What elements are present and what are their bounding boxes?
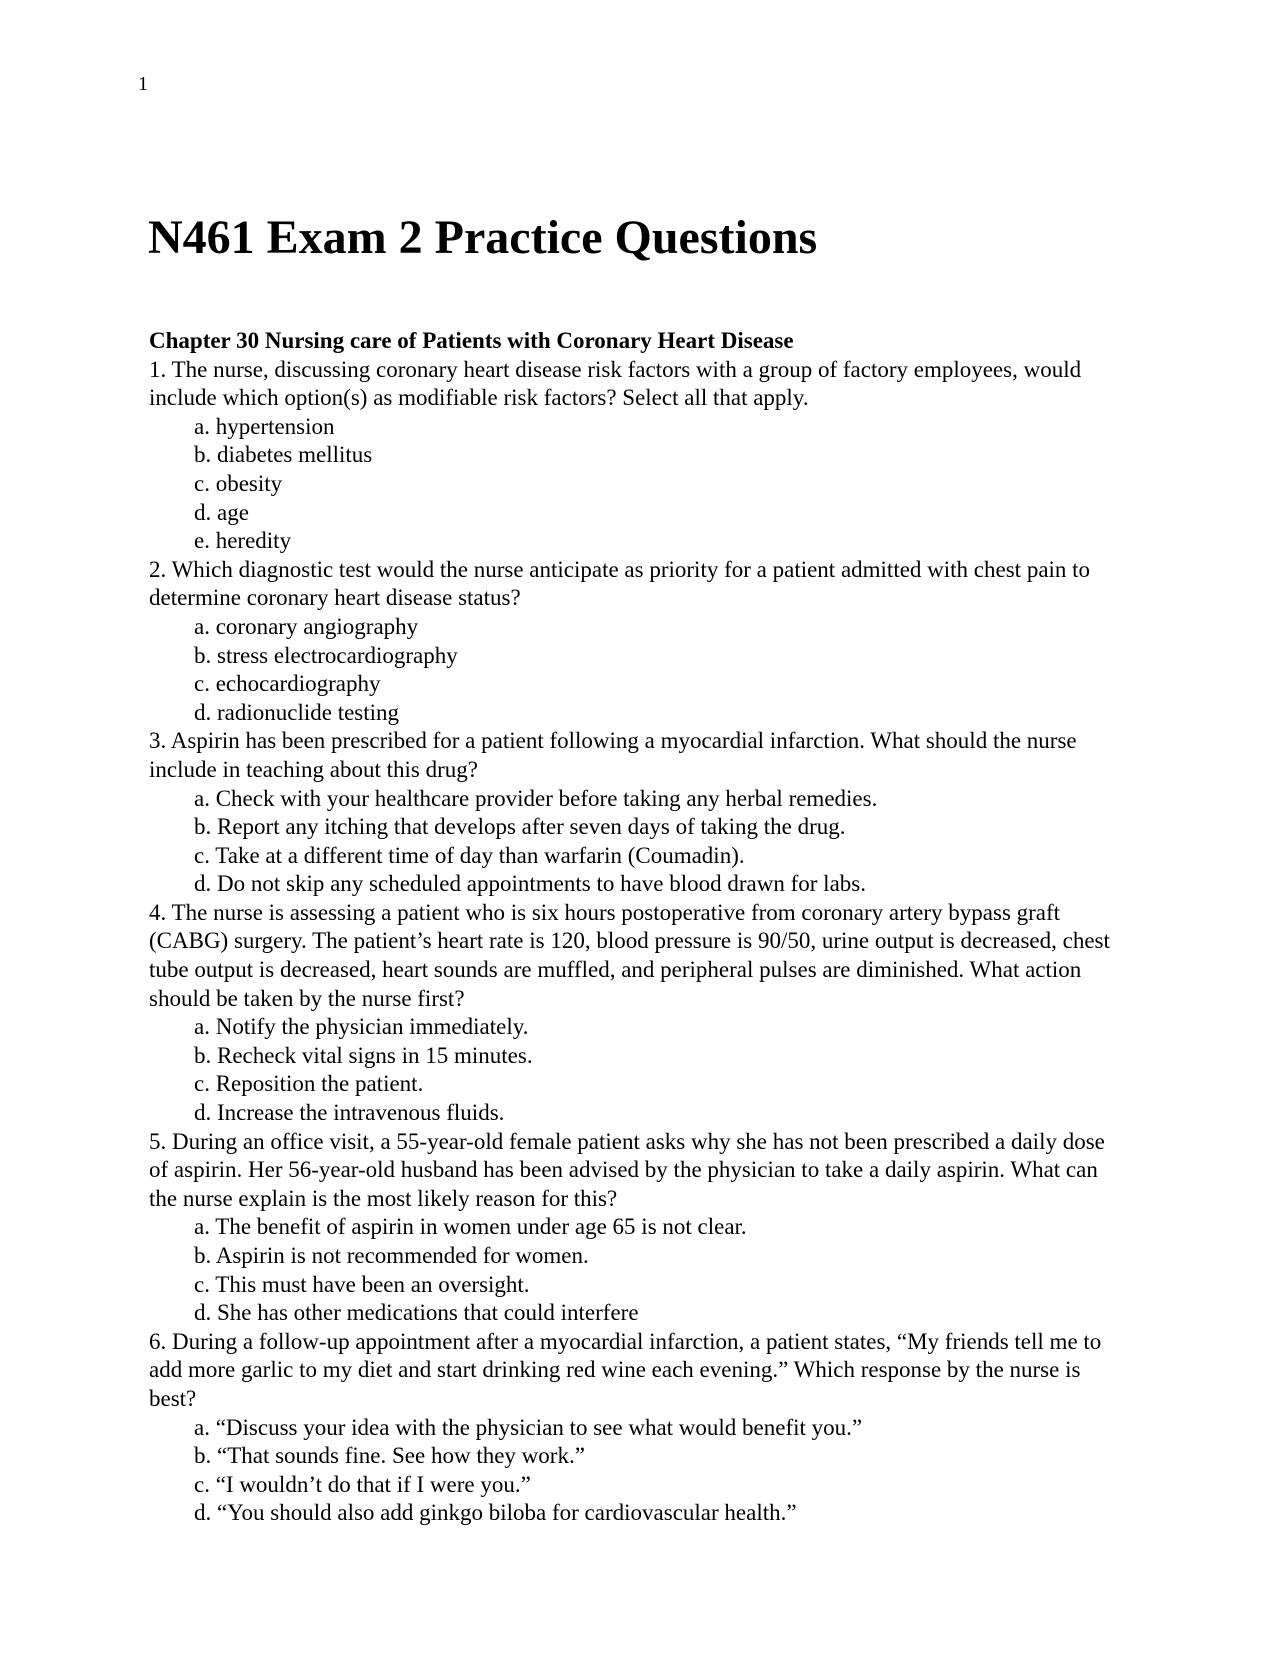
answer-option: a. “Discuss your idea with the physician to see what would benefit you.” xyxy=(194,1414,863,1440)
question-5 xyxy=(149,1128,1129,1328)
answer-option: a. Check with your healthcare provider before taking any herbal remedies. xyxy=(194,785,878,811)
question-6 xyxy=(149,1328,1129,1528)
question-1 xyxy=(149,356,1129,556)
answer-options xyxy=(149,613,1129,727)
answer-option: a. coronary angiography xyxy=(194,613,419,639)
answer-option: a. Notify the physician immediately. xyxy=(194,1014,529,1040)
answer-option: b. diabetes mellitus xyxy=(194,442,373,468)
question-text: 6. During a follow-up appointment after a myocardial infarction, a patient states, “My friends tell me to add more garlic to my diet and start drinking red wine each evening.” Which response by the nurse is best? xyxy=(149,1328,1102,1411)
answer-option: d. age xyxy=(194,499,249,525)
question-text: 4. The nurse is assessing a patient who is six hours postoperative from coronary artery bypass graft (CABG) surgery. The patient’s heart rate is 120, blood pressure is 90/50, urine output is decreased, chest tube output is decreased, heart sounds are muffled, and peripheral pulses are diminished. What action should be taken by the nurse first? xyxy=(149,899,1110,1011)
question-3 xyxy=(149,727,1129,899)
question-text: 5. During an office visit, a 55-year-old female patient asks why she has not been prescribed a daily dose of aspirin. Her 56-year-old husband has been advised by the physician to take a daily aspirin. What can the nurse explain is the most likely reason for this? xyxy=(149,1128,1105,1211)
answer-options xyxy=(149,1414,1129,1528)
answer-option: b. stress electrocardiography xyxy=(194,642,458,668)
answer-option: a. hypertension xyxy=(194,413,335,439)
answer-option: d. radionuclide testing xyxy=(194,699,400,725)
answer-option: b. Aspirin is not recommended for women. xyxy=(194,1243,589,1268)
question-text: 2. Which diagnostic test would the nurse anticipate as priority for a patient admitted with chest pain to determine coronary heart disease status? xyxy=(149,556,1091,611)
answer-option: d. She has other medications that could interfere xyxy=(194,1300,639,1326)
answer-option: e. heredity xyxy=(194,528,292,554)
question-2 xyxy=(149,556,1129,728)
answer-option: d. Increase the intravenous fluids. xyxy=(194,1100,505,1126)
answer-option: b. “That sounds fine. See how they work.” xyxy=(194,1443,585,1469)
answer-option: a. The benefit of aspirin in women under age 65 is not clear. xyxy=(194,1214,747,1240)
answer-options xyxy=(149,413,1129,556)
question-text: 3. Aspirin has been prescribed for a patient following a myocardial infarction. What should the nurse include in teaching about this drug? xyxy=(149,728,1077,782)
answer-options xyxy=(149,1013,1129,1127)
question-text: 1. The nurse, discussing coronary heart disease risk factors with a group of factory employees, would include which option(s) as modifiable risk factors? Select all that apply. xyxy=(149,356,1082,411)
answer-option: d. “You should also add ginkgo biloba for cardiovascular health.” xyxy=(194,1500,797,1526)
answer-option: b. Recheck vital signs in 15 minutes. xyxy=(194,1042,533,1068)
page-title: N461 Exam 2 Practice Questions xyxy=(148,211,818,264)
chapter-heading: Chapter 30 Nursing care of Patients with Coronary Heart Disease xyxy=(149,328,794,353)
answer-option: d. Do not skip any scheduled appointments to have blood drawn for labs. xyxy=(194,871,866,897)
answer-option: c. echocardiography xyxy=(194,671,381,697)
answer-option: c. obesity xyxy=(194,470,283,496)
question-4 xyxy=(149,899,1129,1128)
answer-option: b. Report any itching that develops after seven days of taking the drug. xyxy=(194,814,846,840)
page-number: 1 xyxy=(138,73,148,95)
answer-option: c. This must have been an oversight. xyxy=(194,1271,530,1297)
document-body xyxy=(149,327,1129,1528)
answer-option: c. “I wouldn’t do that if I were you.” xyxy=(194,1471,531,1497)
answer-option: c. Reposition the patient. xyxy=(194,1071,424,1097)
answer-option: c. Take at a different time of day than warfarin (Coumadin). xyxy=(194,842,745,868)
answer-options xyxy=(149,785,1129,899)
answer-options xyxy=(149,1213,1129,1327)
